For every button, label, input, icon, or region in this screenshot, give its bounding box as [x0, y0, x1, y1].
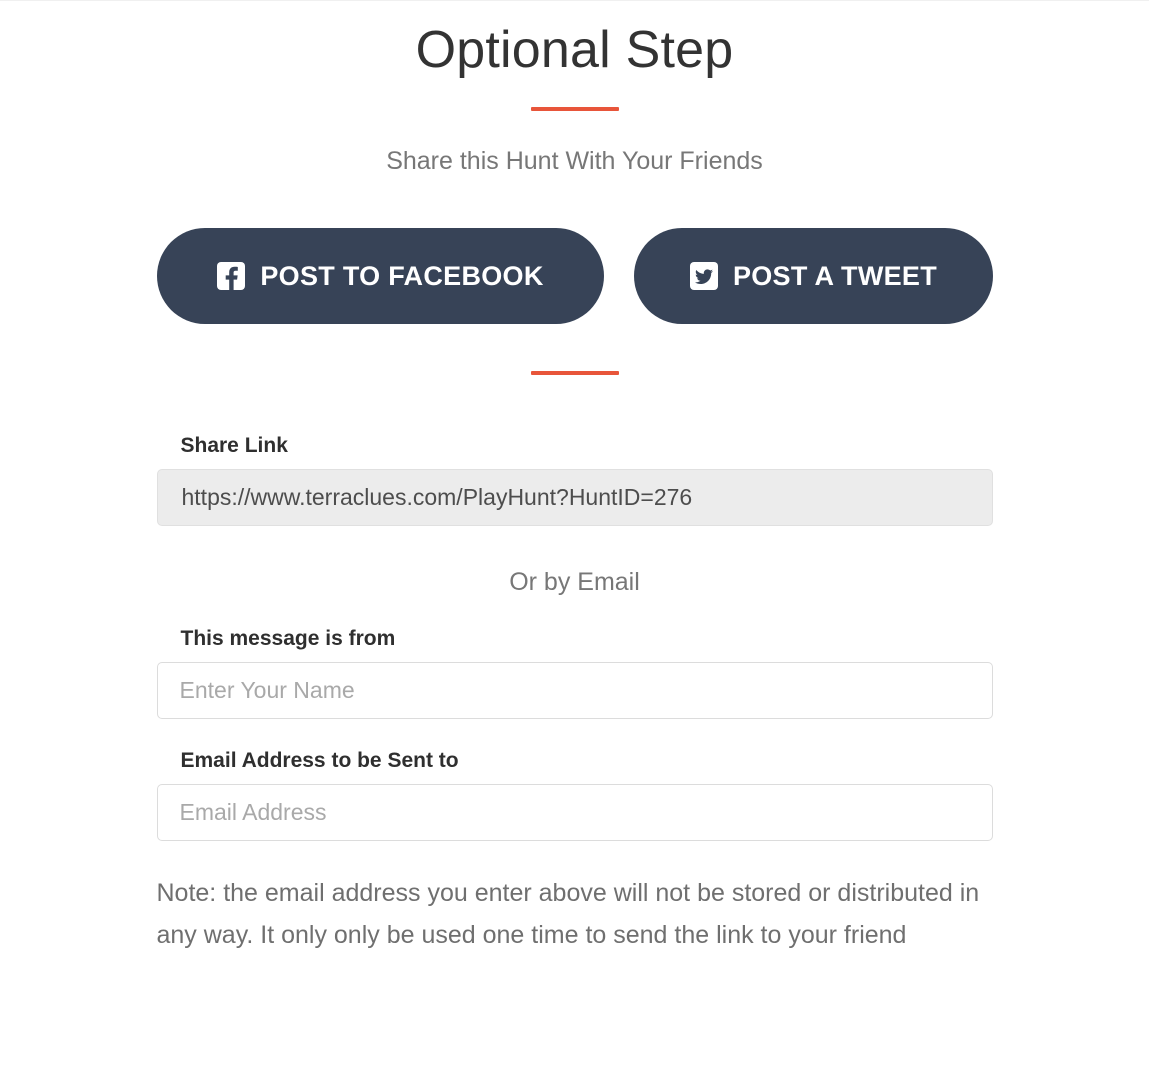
twitter-icon: [689, 261, 719, 291]
recipient-email-label: Email Address to be Sent to: [180, 749, 459, 772]
share-link-label: Share Link: [180, 434, 288, 457]
page-title: Optional Step: [415, 21, 734, 79]
post-a-tweet-label: POST A TWEET: [732, 260, 938, 291]
sender-name-label: This message is from: [180, 627, 396, 650]
post-to-facebook-button[interactable]: [157, 228, 604, 324]
post-to-facebook-label: POST TO FACEBOOK: [260, 260, 544, 291]
sender-name-input[interactable]: [157, 662, 993, 719]
top-divider: [0, 0, 1149, 1]
sender-name-block: [157, 627, 993, 719]
share-form: [157, 375, 993, 956]
post-a-tweet-button[interactable]: [634, 228, 993, 324]
share-link-block: [157, 434, 993, 526]
share-link-value[interactable]: https://www.terraclues.com/PlayHunt?HuntID=276: [157, 469, 993, 526]
privacy-note: Note: the email address you enter above will not be stored or distributed in any way. It only only be used one time to send the link to your friend: [156, 879, 980, 949]
recipient-email-input[interactable]: [157, 784, 993, 841]
facebook-icon: [216, 261, 246, 291]
recipient-email-block: [157, 749, 993, 841]
social-share-row: [0, 228, 1149, 324]
page-subtitle: Share this Hunt With Your Friends: [386, 147, 763, 175]
accent-divider-top: [531, 107, 619, 111]
or-by-email-label: Or by Email: [509, 568, 640, 596]
